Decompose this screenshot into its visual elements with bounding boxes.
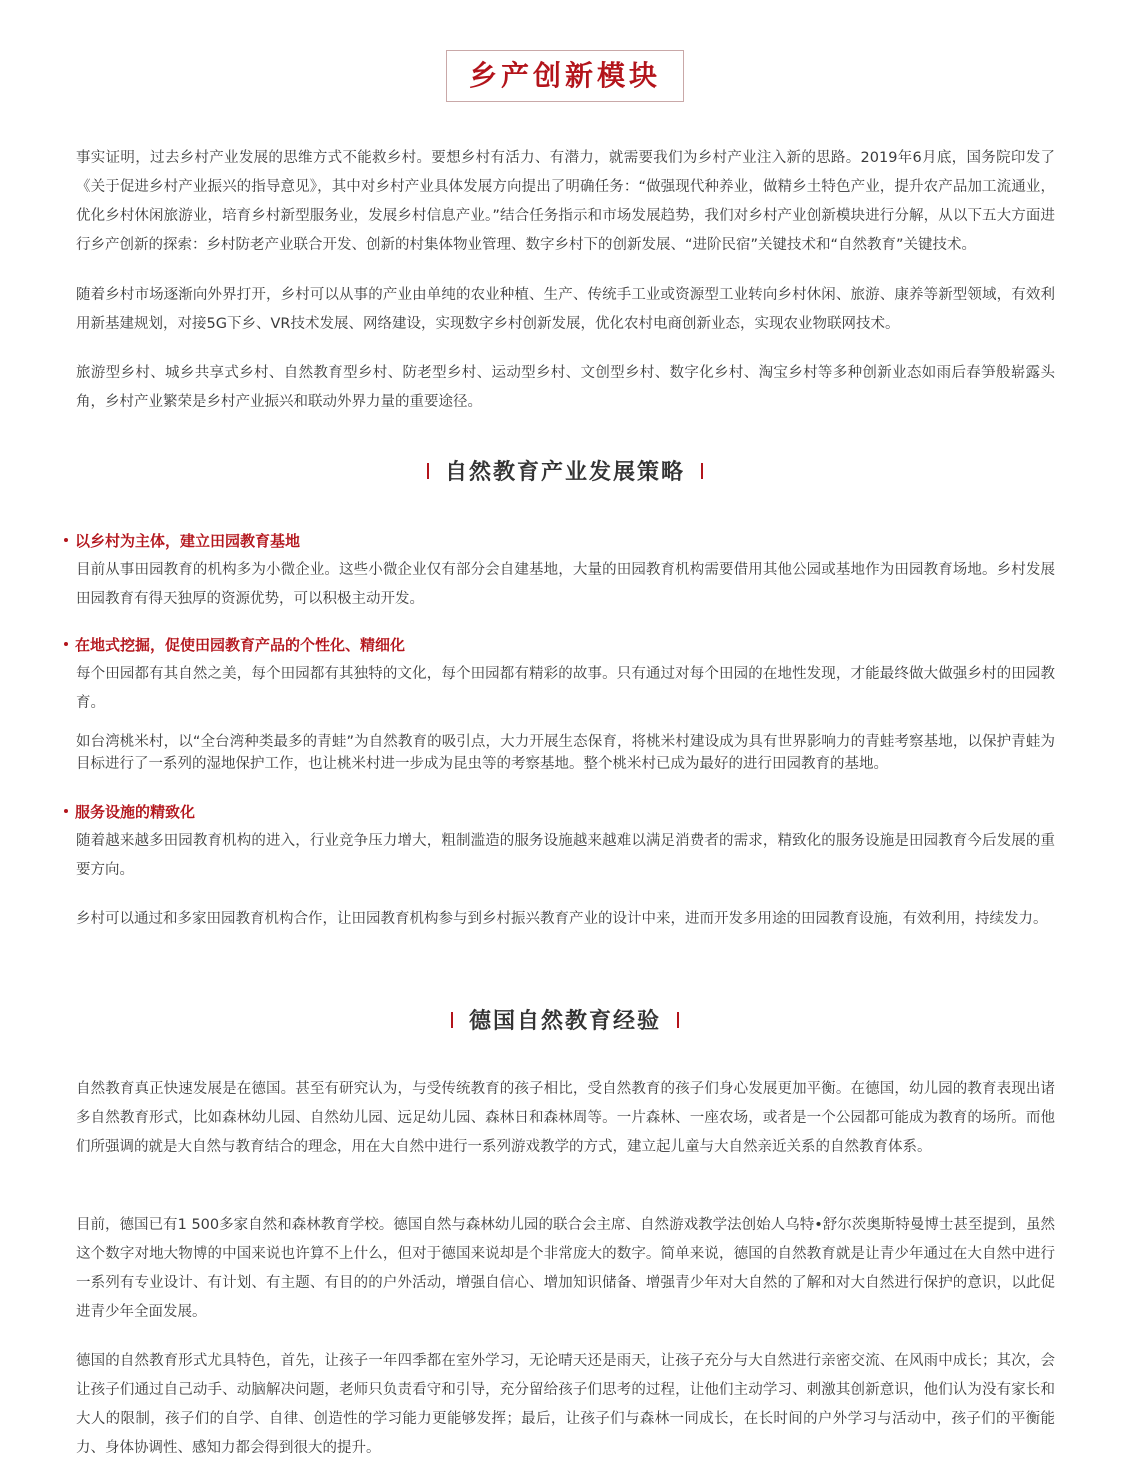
bullet-heading-3-text: 服务设施的精致化 (75, 803, 196, 821)
intro-paragraph-2: 随着乡村市场逐渐向外界打开，乡村可以从事的产业由单纯的农业种植、生产、传统手工业或资源型工业转向乡村休闲、旅游、康养等新型领域，有效利用新基建规划，对接5G下乡、VR技术发展、网络建设，实现数字乡村创新发展，优化农村电商创新业态，实现农业物联网技术。 (76, 287, 1055, 332)
bullet-dot-icon (64, 538, 68, 542)
germany-paragraph-2: 目前，德国已有1 500多家自然和森林教育学校。德国自然与森林幼儿园的联合会主席、自然游戏教学法创始人乌特•舒尔茨奥斯特曼博士甚至提到，虽然这个数字对地大物博的中国来说也许算不上什么，但对于德国来说却是个非常庞大的数字。简单来说，德国的自然教育就是让青少年通过在大自然中进行一系列有专业设计、有计划、有主题、有目的的户外活动，增强自信心、增加知识储备、增强青少年对大自然的了解和对大自然进行保护的意识，以此促进青少年全面发展。 (76, 1217, 1055, 1320)
section-title-strategy (0, 455, 1130, 486)
germany-paragraph-1: 自然教育真正快速发展是在德国。甚至有研究认为，与受传统教育的孩子相比，受自然教育的孩子们身心发展更加平衡。在德国，幼儿园的教育表现出诸多自然教育形式，比如森林幼儿园、自然幼儿园、远足幼儿园、森林日和森林周等。一片森林、一座农场，或者是一个公园都可能成为教育的场所。而他们所强调的就是大自然与教育结合的理念，用在大自然中进行一系列游戏教学的方式，建立起儿童与大自然亲近关系的自然教育体系。 (76, 1081, 1055, 1155)
bullet-1-paragraph: 目前从事田园教育的机构多为小微企业。这些小微企业仅有部分会自建基地，大量的田园教育机构需要借用其他公园或基地作为田园教育场地。乡村发展田园教育有得天独厚的资源优势，可以积极主动开发。 (76, 562, 1055, 607)
bullet-heading-1-text: 以乡村为主体，建立田园教育基地 (75, 532, 301, 550)
bullet-2-paragraph-1: 每个田园都有其自然之美，每个田园都有其独特的文化，每个田园都有精彩的故事。只有通过对每个田园的在地性发现，才能最终做大做强乡村的田园教育。 (76, 666, 1055, 711)
main-title-frame (446, 50, 684, 102)
bullet-dot-icon (64, 642, 68, 646)
germany-paragraph-3: 德国的自然教育形式尤具特色，首先，让孩子一年四季都在室外学习，无论晴天还是雨天，让孩子充分与大自然进行亲密交流、在风雨中成长；其次，会让孩子们通过自己动手、动脑解决问题，老师只负责看守和引导，充分留给孩子们思考的过程，让他们主动学习、刺激其创新意识，他们认为没有家长和大人的限制，孩子们的自学、自律、创造性的学习能力更能够发挥；最后，让孩子们与森林一同成长，在长时间的户外学习与活动中，孩子们的平衡能力、身体协调性、感知力都会得到很大的提升。 (76, 1353, 1055, 1456)
intro-paragraph-1: 事实证明，过去乡村产业发展的思维方式不能救乡村。要想乡村有活力、有潜力，就需要我们为乡村产业注入新的思路。2019年6月底，国务院印发了《关于促进乡村产业振兴的指导意见》，其中对乡村产业具体发展方向提出了明确任务：“做强现代种养业，做精乡土特色产业，提升农产品加工流通业，优化乡村休闲旅游业，培育乡村新型服务业，发展乡村信息产业。”结合任务指示和市场发展趋势，我们对乡村产业创新模块进行分解，从以下五大方面进行乡产创新的探索：乡村防老产业联合开发、创新的村集体物业管理、数字乡村下的创新发展、“进阶民宿”关键技术和“自然教育”关键技术。 (76, 150, 1055, 253)
bullet-heading-1 (64, 529, 300, 553)
main-title: 乡产创新模块 (468, 59, 661, 92)
title-bar-right (701, 463, 703, 479)
bullet-2-paragraph-2: 如台湾桃米村，以“全台湾种类最多的青蛙”为自然教育的吸引点，大力开展生态保育，将桃米村建设成为具有世界影响力的青蛙考察基地，以保护青蛙为目标进行了一系列的湿地保护工作，也让桃米村进一步成为昆虫等的考察基地。整个桃米村已成为最好的进行田园教育的基地。 (76, 734, 1055, 772)
title-bar-left (427, 463, 429, 479)
section-title-germany (0, 1004, 1130, 1035)
bullet-heading-2-text: 在地式挖掘，促使田园教育产品的个性化、精细化 (75, 636, 406, 654)
bullet-heading-3 (64, 800, 195, 824)
bullet-3-paragraph-1: 随着越来越多田园教育机构的进入，行业竞争压力增大，粗制滥造的服务设施越来越难以满足消费者的需求，精致化的服务设施是田园教育今后发展的重要方向。 (76, 833, 1055, 878)
bullet-3-paragraph-2: 乡村可以通过和多家田园教育机构合作，让田园教育机构参与到乡村振兴教育产业的设计中来，进而开发多用途的田园教育设施，有效利用，持续发力。 (76, 911, 1048, 927)
bullet-heading-2 (64, 633, 405, 657)
title-bar-left (451, 1012, 453, 1028)
intro-paragraph-3: 旅游型乡村、城乡共享式乡村、自然教育型乡村、防老型乡村、运动型乡村、文创型乡村、数字化乡村、淘宝乡村等多种创新业态如雨后春笋般崭露头角，乡村产业繁荣是乡村产业振兴和联动外界力量的重要途径。 (76, 365, 1055, 410)
title-bar-right (677, 1012, 679, 1028)
bullet-dot-icon (64, 809, 68, 813)
section-title-strategy-text: 自然教育产业发展策略 (444, 460, 685, 485)
section-title-germany-text: 德国自然教育经验 (468, 1009, 661, 1034)
